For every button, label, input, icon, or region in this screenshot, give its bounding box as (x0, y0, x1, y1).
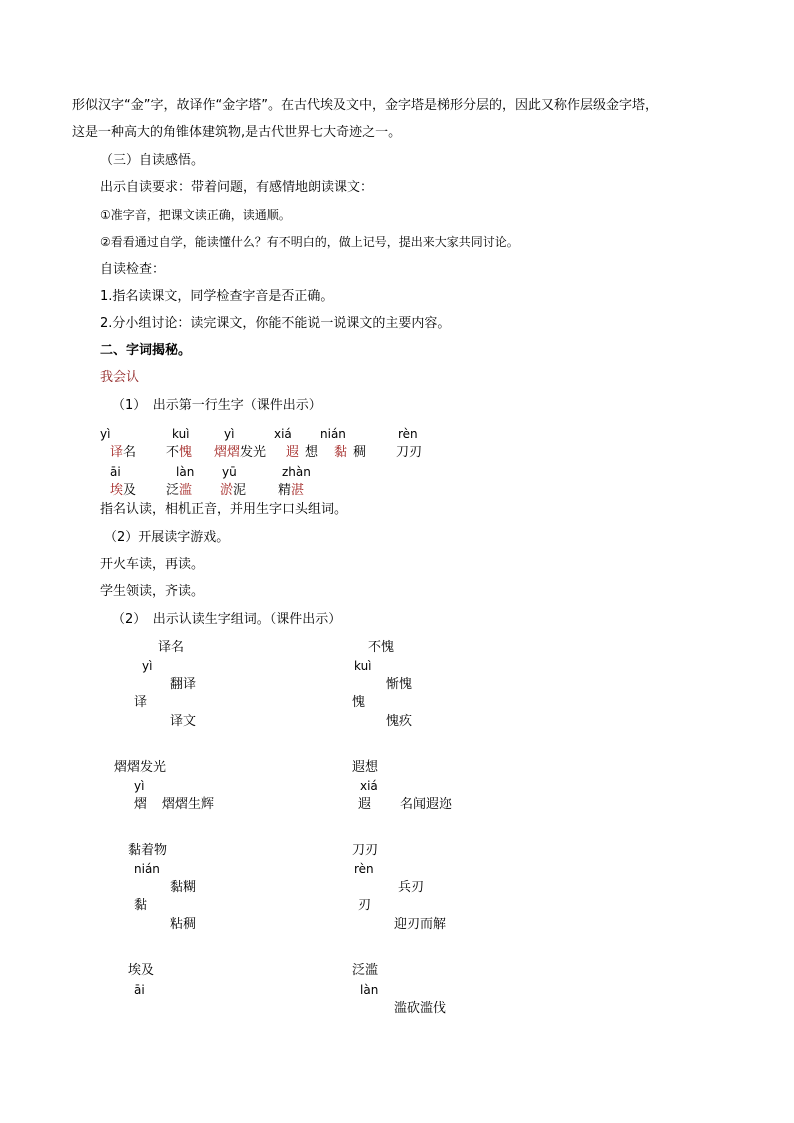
intro-line-2: 这是一种高大的角锥体建筑物,是古代世界七大奇迹之一。 (72, 125, 402, 140)
row2-word (278, 483, 304, 499)
row1-word (286, 445, 318, 461)
highlighted-char: 熠熠 (214, 445, 241, 460)
group-word: 译名 (158, 640, 185, 655)
intro-line-1: 形似汉字“金”字，故译作“金字塔”。在古代埃及文中，金字塔是梯形分层的，因此又称作层级金字塔， (72, 98, 658, 113)
row1-pinyin: nián (320, 427, 346, 441)
group-char: 黏 (134, 898, 148, 913)
row1-word: 刀刃 (396, 445, 423, 460)
row2-word (220, 483, 246, 499)
section2-subheading: 我会认 (100, 370, 140, 385)
group-char: 刃 (358, 898, 372, 913)
step-1: （1） 出示第一行生字（课件出示） (112, 398, 322, 413)
highlighted-char: 湛 (291, 483, 305, 498)
plain-char: 泛 (166, 483, 180, 498)
group-word: 埃及 (128, 963, 155, 978)
group-pinyin: kuì (354, 659, 372, 673)
row1-word (166, 445, 192, 461)
plain-char: 发光 (240, 445, 267, 460)
row1-word (334, 445, 366, 461)
row2-pinyin: yū (222, 465, 237, 479)
row1-word (214, 445, 266, 461)
plain-char: 精 (278, 483, 292, 498)
row1-pinyin: kuì (172, 427, 190, 441)
group-word: 黏着物 (128, 843, 168, 858)
plain-char: 名 (123, 445, 137, 460)
group-word: 泛滥 (352, 963, 379, 978)
highlighted-char: 淤 (220, 483, 234, 498)
step-3: （2） 出示认读生字组词。（课件出示） (112, 612, 342, 627)
highlighted-char: 译 (110, 445, 124, 460)
highlighted-char: 黏 (334, 445, 348, 460)
plain-char: 及 (123, 483, 137, 498)
group-word: 译文 (170, 714, 197, 729)
game-2: 学生领读，齐读。 (100, 584, 205, 599)
row2-word (110, 483, 136, 499)
requirement-item-2: ②看看通过自学，能读懂什么？有不明白的，做上记号，提出来大家共同讨论。 (100, 235, 519, 249)
group-pinyin: làn (360, 983, 379, 997)
highlighted-char: 遐 (286, 445, 300, 460)
group-pinyin: nián (134, 862, 160, 876)
group-word: 翻译 (170, 677, 197, 692)
reading-requirement: 出示自读要求：带着问题，有感情地朗读课文： (100, 180, 374, 195)
highlighted-char: 滥 (179, 483, 193, 498)
group-word: 粘稠 (170, 917, 197, 932)
group-word: 兵刃 (398, 880, 425, 895)
row1-pinyin: yì (100, 427, 111, 441)
section3-heading: （三）自读感悟。 (100, 153, 205, 168)
row1-pinyin: xiá (274, 427, 292, 441)
group-char: 愧 (352, 695, 366, 710)
group-word: 不愧 (368, 640, 395, 655)
group-pinyin: rèn (354, 862, 374, 876)
plain-char: 不 (166, 445, 180, 460)
row1-pinyin: yì (224, 427, 235, 441)
group-pinyin: yì (142, 659, 153, 673)
group-pinyin: xiá (360, 779, 378, 793)
section2-heading: 二、字词揭秘。 (100, 343, 192, 358)
group-word: 黏糊 (170, 880, 197, 895)
group-char: 熠 (134, 797, 148, 812)
group-pinyin: āi (134, 983, 145, 997)
group-word: 惭愧 (386, 677, 413, 692)
self-check-1: 1.指名读课文，同学检查字音是否正确。 (100, 289, 334, 304)
group-char: 遐 (358, 797, 372, 812)
group-word: 名闻遐迩 (400, 797, 453, 812)
group-word: 刀刃 (352, 843, 379, 858)
group-word: 熠熠发光 (114, 760, 167, 775)
game-1: 开火车读，再读。 (100, 557, 205, 572)
row2-word (166, 483, 192, 499)
group-char: 译 (134, 695, 148, 710)
row2-pinyin: zhàn (282, 465, 311, 479)
row2-pinyin: làn (176, 465, 195, 479)
group-pinyin: yì (134, 779, 145, 793)
group-word: 熠熠生辉 (162, 797, 215, 812)
step-2: （2）开展读字游戏。 (104, 530, 230, 545)
group-word: 滥砍滥伐 (394, 1001, 447, 1016)
group-word: 迎刃而解 (394, 917, 447, 932)
group-word: 遐想 (352, 760, 379, 775)
note: 指名认读，相机正音，并用生字口头组词。 (100, 502, 348, 517)
highlighted-char: 愧 (179, 445, 193, 460)
requirement-item-1: ①准字音，把课文读正确，读通顺。 (100, 208, 291, 222)
highlighted-char: 埃 (110, 483, 124, 498)
plain-char: 想 (305, 445, 319, 460)
row1-word (110, 445, 136, 461)
row2-pinyin: āi (110, 465, 121, 479)
self-check-label: 自读检查： (100, 262, 166, 277)
plain-char: 泥 (233, 483, 247, 498)
plain-char: 稠 (353, 445, 367, 460)
row1-pinyin: rèn (398, 427, 418, 441)
group-word: 愧疚 (386, 714, 413, 729)
self-check-2: 2.分小组讨论：读完课文，你能不能说一说课文的主要内容。 (100, 316, 451, 331)
